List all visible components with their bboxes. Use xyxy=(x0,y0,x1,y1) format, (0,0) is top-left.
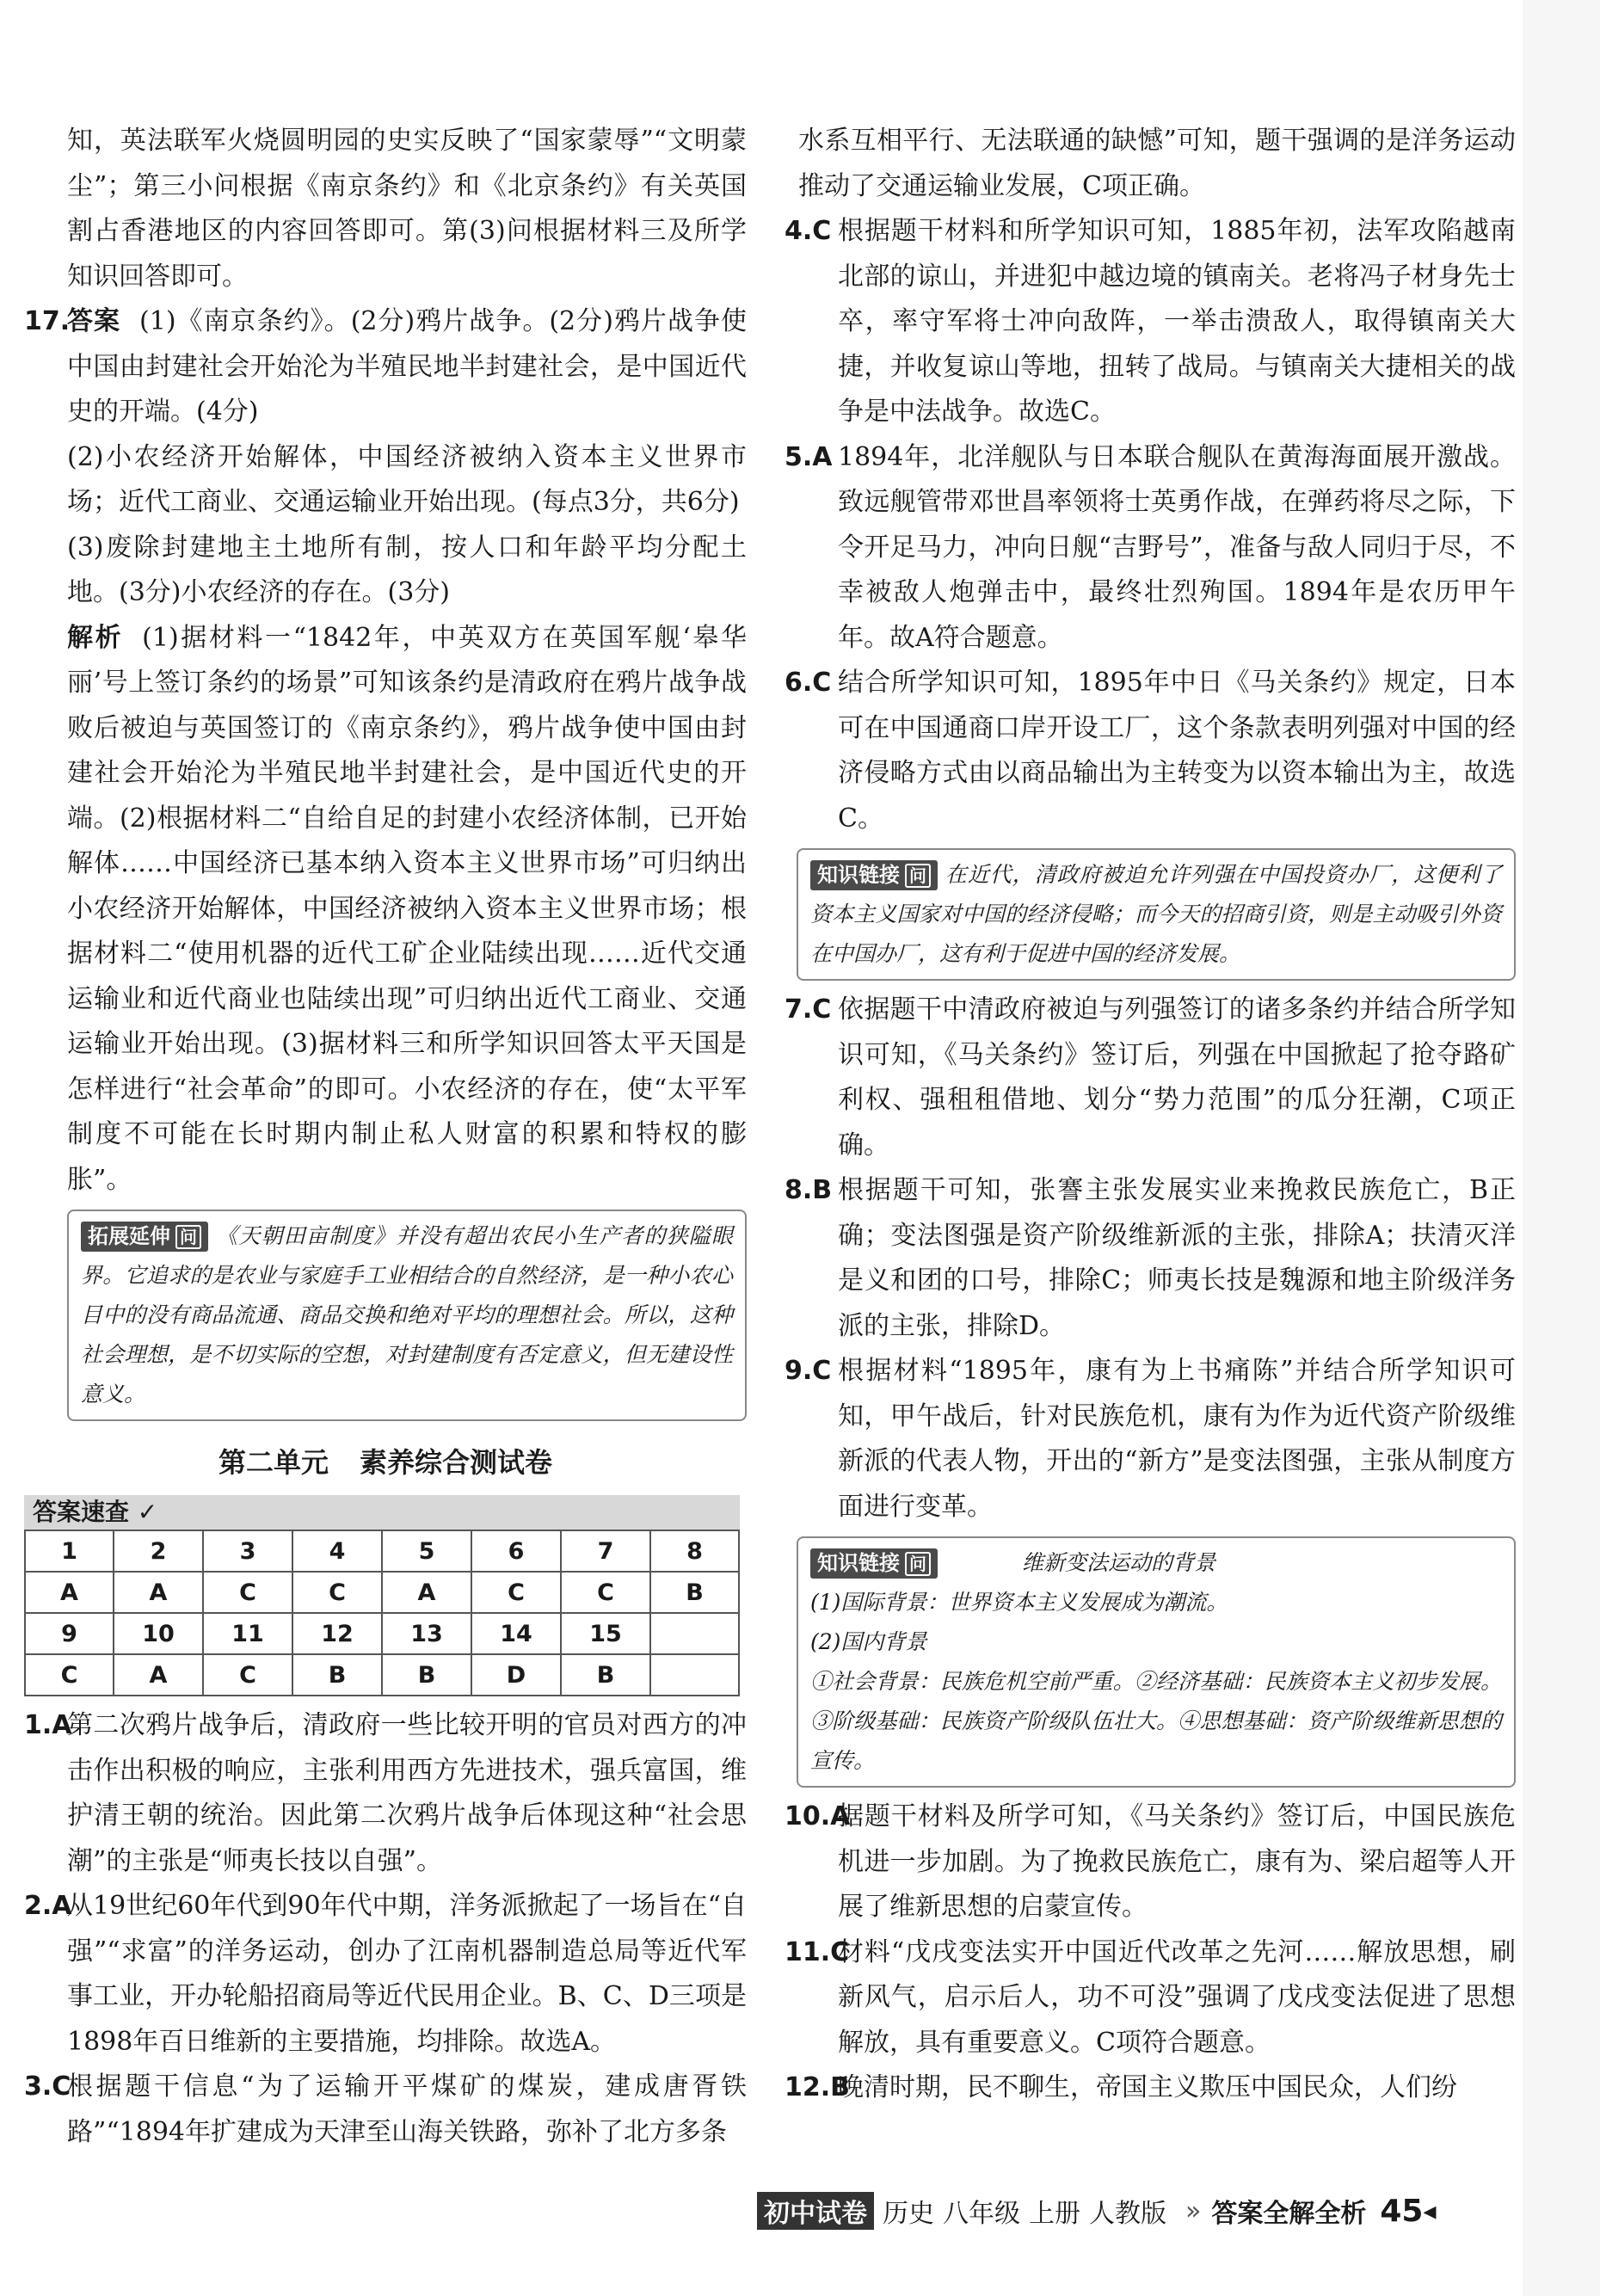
question-3 xyxy=(24,2065,747,2155)
question-12 xyxy=(785,2065,1516,2111)
question-number: 3.C xyxy=(24,2071,71,2102)
page-footer xyxy=(757,2185,1531,2237)
question-5 xyxy=(785,435,1516,662)
knowledge-link-text: 在近代，清政府被迫允许列强在中国投资办厂，这便利了资本主义国家对中国的经济侵略；而今天的招商引资，则是主动吸引外资在中国办厂，这有利于促进中国的经济发展。 xyxy=(810,862,1502,966)
question-number: 2.A xyxy=(24,1891,72,1921)
extension-box xyxy=(67,1210,747,1421)
answer-table-row xyxy=(25,1572,739,1613)
answer-table-question-number xyxy=(650,1613,739,1654)
answer-table-row xyxy=(25,1654,739,1696)
answer-table-question-number: 1 xyxy=(25,1530,114,1572)
question-number: 17. xyxy=(24,306,71,336)
question-text: 晚清时期，民不聊生，帝国主义欺压中国民众，人们纷 xyxy=(838,2072,1457,2102)
page-edge-shade xyxy=(1523,0,1600,2296)
question-1 xyxy=(24,1703,747,1884)
knowledge-link-box-1 xyxy=(797,848,1516,981)
extension-text: 《天朝田亩制度》并没有超出农民小生产者的狭隘眼界。它追求的是农业与家庭手工业相结合的自然经济，是一种小农心目中的没有商品流通、商品交换和绝对平均的理想社会。所以，这种社会理想，是不切实际的空想，对封建制度有否定意义，但无建设性意义。 xyxy=(81,1223,733,1407)
continued-paragraph: 知，英法联军火烧圆明园的史实反映了“国家蒙辱”“文明蒙尘”；第三小问根据《南京条约》和《北京条约》有关英国割占香港地区的内容回答即可。第(3)问根据材料三及所学知识回答即可。 xyxy=(67,126,747,292)
question-text: 根据材料“1895年，康有为上书痛陈”并结合所学知识可知，甲午战后，针对民族危机，康有为作为近代资产阶级维新派的代表人物，开出的“新方”是变法图强，主张从制度方面进行变革。 xyxy=(838,1356,1516,1522)
question-text: 结合所学知识可知，1895年中日《马关条约》规定，日本可在中国通商口岸开设工厂，这个条款表明列强对中国的经济侵略方式由以商品输出为主转变为以资本输出为主，故选C。 xyxy=(838,668,1516,834)
footer-edition: 人教版 xyxy=(1089,2199,1166,2229)
question-number: 11.C xyxy=(785,1936,850,1967)
footer-grade: 八年级 xyxy=(943,2199,1020,2229)
question-11 xyxy=(785,1930,1516,2066)
analysis-tag: 解析 xyxy=(67,622,124,653)
answer-table-question-number: 9 xyxy=(25,1613,114,1654)
question-number: 10.A xyxy=(785,1801,851,1831)
question-8 xyxy=(785,1168,1516,1349)
footer-subject: 历史 xyxy=(883,2199,934,2229)
answer-table-answer: C xyxy=(203,1654,292,1696)
footer-brand: 初中试卷 xyxy=(757,2192,874,2230)
question-number: 4.C xyxy=(785,216,832,246)
question-number: 9.C xyxy=(785,1356,832,1386)
analysis-text: (1)据材料一“1842年，中英双方在英国军舰‘皋华丽’号上签订条约的场景”可知该条约是清政府在鸦片战争战败后被迫与英国签订的《南京条约》，鸦片战争使中国由封建社会开始沦为半殖民地半封建社会，是中国近代史的开端。(2)根据材料二“自给自足的封建小农经济体制，已开始解体……中国经济已基本纳入资本主义世界市场”可归纳出小农经济开始解体，中国经济被纳入资本主义世界市场；根据材料二“使用机器的近代工矿企业陆续出现……近代交通运输业和近代商业也陆续出现”可归纳出近代工商业、交通运输业开始出现。(3)据材料三和所学知识回答太平天国是怎样进行“社会革命”的即可。小农经济的存在，使“太平军制度不可能在长时期内制止私人财富的积累和特权的膨胀”。 xyxy=(67,622,747,1195)
answer-tag: 答案 xyxy=(67,306,121,336)
question-6 xyxy=(785,661,1516,841)
answer-table-answer: D xyxy=(471,1654,561,1696)
answer-table-answer: C xyxy=(292,1572,382,1613)
answer-table-answer xyxy=(650,1654,739,1696)
knowledge-link-title: 知识链接 问 xyxy=(810,1548,938,1579)
analysis xyxy=(24,616,747,1203)
question-4 xyxy=(785,209,1516,435)
question-mark-icon: 问 xyxy=(175,1225,201,1249)
double-chevron-icon: » xyxy=(1185,2195,1202,2226)
answer-table-answer: C xyxy=(471,1572,561,1613)
answer-table xyxy=(24,1530,740,1696)
question-text: 根据题干可知，张謇主张发展实业来挽救民族危亡，B正确；变法图强是资产阶级维新派的主张，排除A；扶清灭洋是义和团的口号，排除C；师夷长技是魏源和地主阶级洋务派的主张，排除D。 xyxy=(838,1175,1516,1341)
answer-table-answer: A xyxy=(114,1654,203,1696)
answer-table-answer: A xyxy=(114,1572,203,1613)
answer-table-answer: B xyxy=(561,1654,650,1696)
question-text: 根据题干信息“为了运输开平煤矿的煤炭，建成唐胥铁路”“1894年扩建成为天津至山海关铁路，弥补了北方多条 xyxy=(67,2071,747,2147)
right-column xyxy=(785,119,1516,2111)
extension-title: 拓展延伸 问 xyxy=(81,1222,208,1252)
question-text: 材料“戊戌变法实开中国近代改革之先河……解放思想，刷新风气，启示后人，功不可没”强调了戊戌变法促进了思想解放，具有重要意义。C项符合题意。 xyxy=(838,1936,1516,2058)
answer-table-question-number: 13 xyxy=(382,1613,471,1654)
question-number: 1.A xyxy=(24,1710,72,1740)
answer-table-question-number: 11 xyxy=(203,1613,292,1654)
question-10 xyxy=(785,1794,1516,1930)
knowledge-link-title: 知识链接 问 xyxy=(810,860,938,890)
answer-part-2: (2)小农经济开始解体，中国经济被纳入资本主义世界市场；近代工商业、交通运输业开始出现。(每点3分，共6分) xyxy=(67,441,747,517)
answer-quick-check xyxy=(24,1495,740,1696)
knowledge-link-heading: 维新变法运动的背景 xyxy=(1022,1550,1216,1575)
answer-table-question-number: 2 xyxy=(114,1530,203,1572)
question-text: 从19世纪60年代到90年代中期，洋务派掀起了一场旨在“自强”“求富”的洋务运动，创办了江南机器制造总局等近代军事工业，开办轮船招商局等近代民用企业。B、C、D三项是1898年百日维新的主要措施，均排除。故选A。 xyxy=(67,1891,747,2057)
answer-table-question-number: 10 xyxy=(114,1613,203,1654)
question-text: 1894年，北洋舰队与日本联合舰队在黄海海面展开激战。致远舰管带邓世昌率领将士英勇作战，在弹药将尽之际，下令开足马力，冲向日舰“吉野号”，准备与敌人同归于尽，不幸被敌人炮弹击中，最终壮烈殉国。1894年是农历甲午年。故A符合题意。 xyxy=(838,441,1516,653)
page-number: 45 xyxy=(1380,2193,1424,2229)
answer-table-question-number: 8 xyxy=(650,1530,739,1572)
question-2 xyxy=(24,1884,747,2065)
question-17 xyxy=(24,299,747,435)
knowledge-link-line-2: (2)国内背景 xyxy=(810,1629,927,1654)
question-number: 8.B xyxy=(785,1175,833,1205)
question-number: 6.C xyxy=(785,668,832,698)
continued-paragraph: 水系互相平行、无法联通的缺憾”可知，题干强调的是洋务运动推动了交通运输业发展，C项正确。 xyxy=(798,126,1516,201)
footer-title: 答案全解全析 xyxy=(1211,2199,1367,2229)
triangle-marker-icon: ◂ xyxy=(1423,2195,1437,2226)
answer-table-answer: C xyxy=(203,1572,292,1613)
answer-table-header: 答案速查 ✓ xyxy=(24,1495,740,1530)
answer-table-answer: C xyxy=(561,1572,650,1613)
question-number: 7.C xyxy=(785,994,832,1025)
question-number: 12.B xyxy=(785,2072,851,2102)
answer-part-3: (3)废除封建地主土地所有制，按人口和年龄平均分配土地。(3分)小农经济的存在。(3分) xyxy=(67,532,747,607)
left-column xyxy=(24,119,747,2155)
answer-text: (1)《南京条约》。(2分)鸦片战争。(2分)鸦片战争使中国由封建社会开始沦为半殖民地半封建社会，是中国近代史的开端。(4分) xyxy=(67,306,747,427)
knowledge-link-line-1: (1)国际背景：世界资本主义发展成为潮流。 xyxy=(810,1590,1228,1615)
footer-volume: 上册 xyxy=(1029,2199,1080,2229)
answer-table-answer: A xyxy=(25,1572,114,1613)
answer-table-question-number: 15 xyxy=(561,1613,650,1654)
question-text: 根据题干材料和所学知识可知，1885年初，法军攻陷越南北部的谅山，并进犯中越边境的镇南关。老将冯子材身先士卒，率守军将士冲向敌阵，一举击溃敌人，取得镇南关大捷，并收复谅山等地，扭转了战局。与镇南关大捷相关的战争是中法战争。故选C。 xyxy=(838,216,1516,427)
question-text: 第二次鸦片战争后，清政府一些比较开明的官员对西方的冲击作出积极的响应，主张利用西方先进技术，强兵富国，维护清王朝的统治。因此第二次鸦片战争后体现这种“社会思潮”的主张是“师夷长技以自强”。 xyxy=(67,1710,747,1876)
question-text: 依据题干中清政府被迫与列强签订的诸多条约并结合所学知识可知，《马关条约》签订后，列强在中国掀起了抢夺路矿利权、强租租借地、划分“势力范围”的瓜分狂潮，C项正确。 xyxy=(838,994,1516,1160)
question-9 xyxy=(785,1349,1516,1530)
answer-table-answer: B xyxy=(650,1572,739,1613)
question-number: 5.A xyxy=(785,441,833,472)
answer-table-answer: A xyxy=(382,1572,471,1613)
answer-table-row xyxy=(25,1530,739,1572)
question-mark-icon: 问 xyxy=(905,864,931,888)
answer-table-row xyxy=(25,1613,739,1654)
question-mark-icon: 问 xyxy=(905,1552,931,1576)
answer-table-question-number: 6 xyxy=(471,1530,561,1572)
unit-title: 第二单元 素养综合测试卷 xyxy=(218,1446,553,1479)
answer-table-question-number: 12 xyxy=(292,1613,382,1654)
question-7 xyxy=(785,988,1516,1168)
answer-table-question-number: 5 xyxy=(382,1530,471,1572)
answer-table-question-number: 4 xyxy=(292,1530,382,1572)
answer-table-answer: B xyxy=(382,1654,471,1696)
knowledge-link-line-3: ①社会背景：民族危机空前严重。②经济基础：民族资本主义初步发展。③阶级基础：民族资产阶级队伍壮大。④思想基础：资产阶级维新思想的宣传。 xyxy=(810,1669,1502,1773)
knowledge-link-box-2 xyxy=(797,1536,1516,1788)
answer-table-answer: C xyxy=(25,1654,114,1696)
answer-table-answer: B xyxy=(292,1654,382,1696)
answer-table-question-number: 3 xyxy=(203,1530,292,1572)
question-text: 据题干材料及所学可知，《马关条约》签订后，中国民族危机进一步加剧。为了挽救民族危亡，康有为、梁启超等人开展了维新思想的启蒙宣传。 xyxy=(838,1801,1516,1922)
answer-table-question-number: 7 xyxy=(561,1530,650,1572)
answer-table-question-number: 14 xyxy=(471,1613,561,1654)
